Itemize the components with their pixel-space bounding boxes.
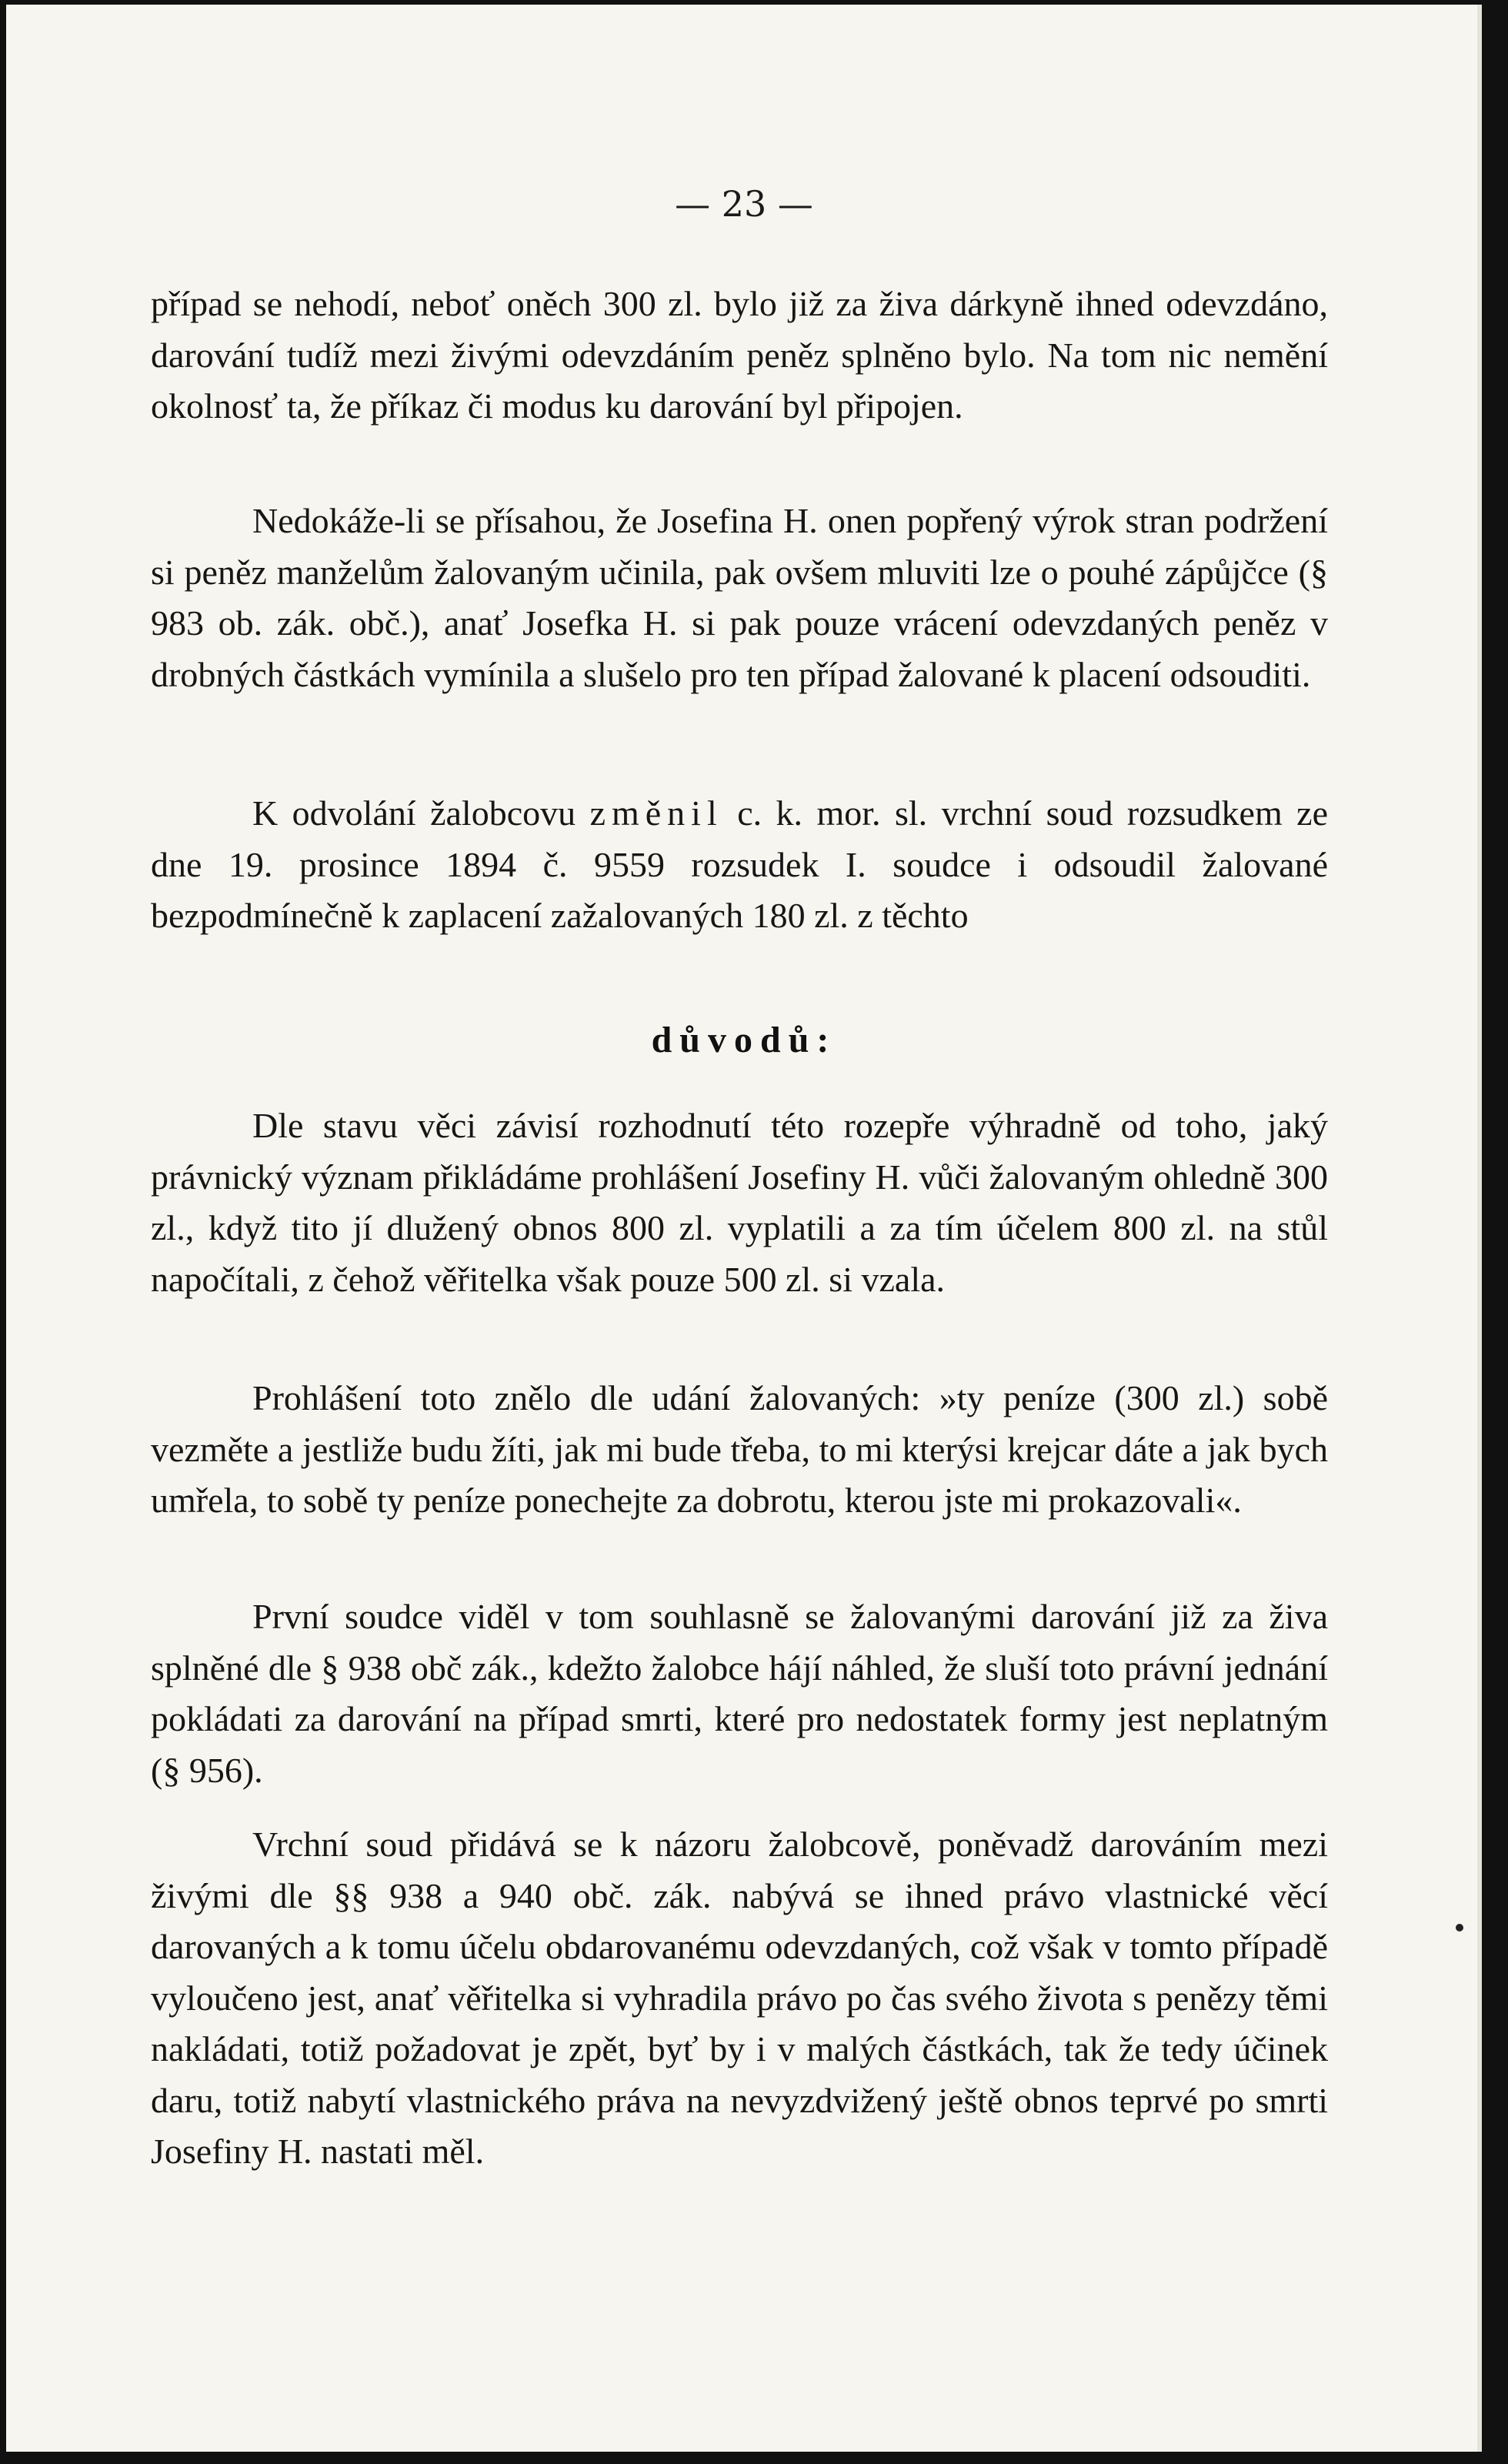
paragraph-1 (151, 279, 1328, 432)
paragraph-3 (151, 788, 1328, 942)
paragraph-5 (151, 1373, 1328, 1527)
paragraph-3-end: c. k. mor. sl. vrchní soud rozsudkem ze dne 19. prosince 1894 č. 9559 rozsudek I. soudce i odsoudil žalované bezpodmínečně k zaplacení zažalovaných 180 zl. z těchto (151, 793, 1329, 935)
section-heading: důvodů: (651, 1020, 837, 1060)
paragraph-2-text: Nedokáže-li se přísahou, že Josefina H. onen popřený výrok stran podržení si peněz manželům žalovaným učinila, pak ovšem mluviti lze o pouhé zápůjčce (§ 983 ob. zák. obč.), anať Josefka H. si pak pouze vrácení odevzdaných peněz v drobných částkách vymínila a slušelo pro ten případ žalované k placení odsouditi. (151, 501, 1328, 694)
page-number: — 23 — (675, 183, 813, 225)
scan-edge (1477, 5, 1482, 2452)
paragraph-7 (151, 1819, 1328, 2178)
paragraph-7-text: Vrchní soud přidává se k názoru žalobcově, poněvadž darováním mezi živými dle §§ 938 a 940 obč. zák. nabývá se ihned právo vlastnické věcí darovaných a k tomu účelu obdarovanému odevzdaných, což však v tomto případě vyloučeno jest, anať věřitelka si vyhradila právo po čas svého života s penězy těmi nakládati, totiž požadovat je zpět, byť by i v malých částkách, tak že tedy účinek daru, totiž nabytí vlastnického práva na nevyzdvižený ještě obnos teprvé po smrti Josefiny H. nastati měl. (151, 1825, 1328, 2171)
paragraph-4 (151, 1100, 1328, 1305)
paragraph-3-text (151, 788, 1328, 942)
paragraph-2 (151, 496, 1328, 700)
paragraph-4-text: Dle stavu věci závisí rozhodnutí této rozepře výhradně od toho, jaký právnický význam přikládáme prohlášení Josefiny H. vůči žalovaným ohledně 300 zl., když tito jí dlužený obnos 800 zl. vyplatili a za tím účelem 800 zl. na stůl napočítali, z čehož věřitelka však pouze 500 zl. si vzala. (151, 1106, 1328, 1299)
paragraph-3-spaced-word: změnil (589, 793, 723, 833)
paragraph-1-text: případ se nehodí, neboť oněch 300 zl. bylo již za živa dárkyně ihned odevzdáno, darování tudíž mezi živými odevzdáním peněz splněno bylo. Na tom nic nemění okolnosť ta, že příkaz či modus ku darování byl připojen. (151, 284, 1328, 426)
paragraph-3-start: K odvolání žalobcovu (252, 793, 576, 833)
paragraph-6-text: První soudce viděl v tom souhlasně se žalovanými darování již za živa splněné dle § 938 obč zák., kdežto žalobce hájí náhled, že sluší toto právní jednání pokládati za darování na případ smrti, které pro nedostatek formy jest neplatným (§ 956). (151, 1597, 1328, 1790)
margin-dot (1456, 1924, 1463, 1931)
paragraph-6 (151, 1591, 1328, 1796)
paragraph-5-text: Prohlášení toto znělo dle udání žalovaných: »ty peníze (300 zl.) sobě vezměte a jestliže budu žíti, jak mi bude třeba, to mi kterýsi krejcar dáte a jak bych umřela, to sobě ty peníze ponechejte za dobrotu, kterou jste mi prokazovali«. (151, 1378, 1328, 1520)
book-page (6, 5, 1482, 2452)
